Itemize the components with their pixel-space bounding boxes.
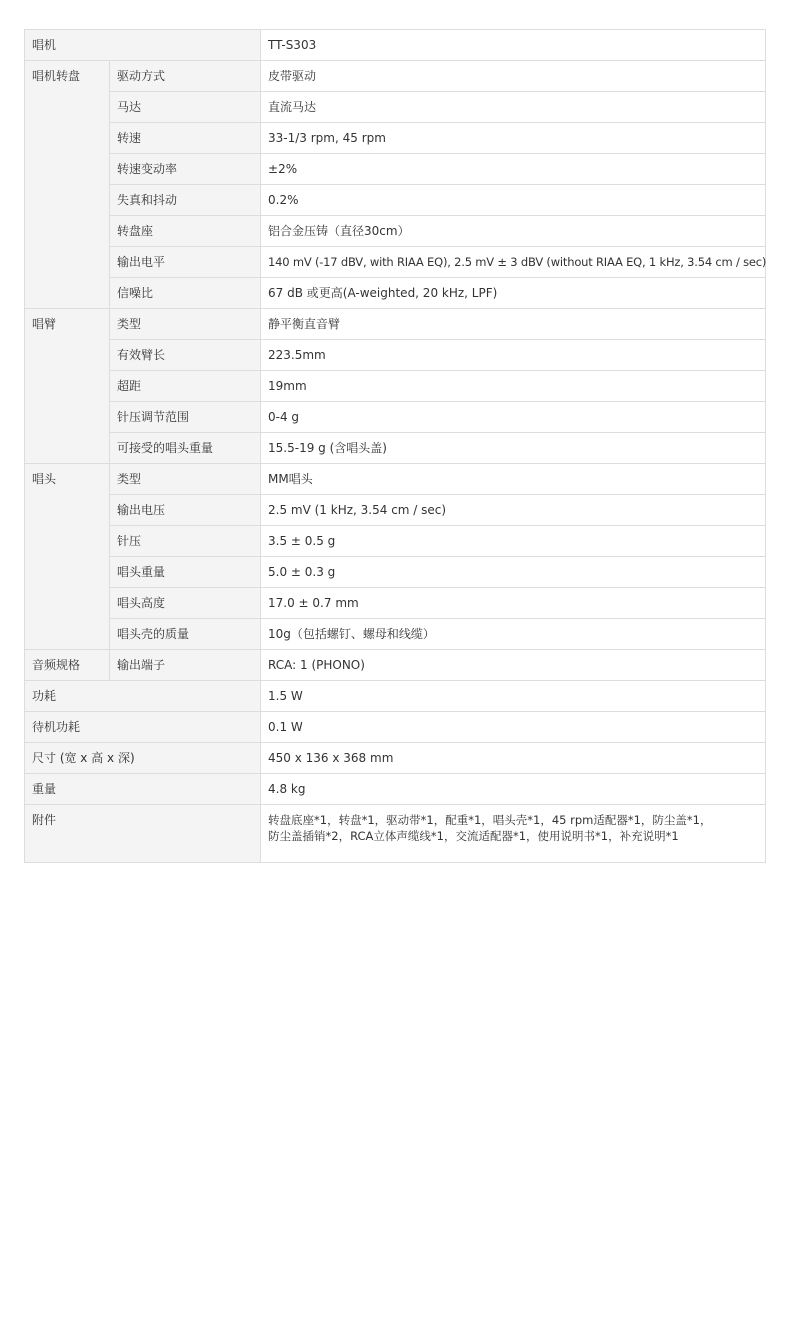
table-row (25, 557, 766, 588)
value-cell: 17.0 ± 0.7 mm (261, 588, 766, 619)
value-cell: 223.5mm (261, 340, 766, 371)
value-cell: ±2% (261, 154, 766, 185)
value-cell: 33-1/3 rpm, 45 rpm (261, 123, 766, 154)
value-cell: RCA: 1 (PHONO) (261, 650, 766, 681)
table-row (25, 774, 766, 805)
value-cell: 67 dB 或更高(A-weighted, 20 kHz, LPF) (261, 278, 766, 309)
subcategory-cell: 类型 (110, 464, 261, 495)
value-cell: 4.8 kg (261, 774, 766, 805)
category-cell: 功耗 (25, 681, 261, 712)
value-cell: 静平衡直音臂 (261, 309, 766, 340)
value-cell: 铝合金压铸（直径30cm） (261, 216, 766, 247)
subcategory-cell: 唱头重量 (110, 557, 261, 588)
category-cell: 唱机转盘 (25, 61, 110, 309)
value-cell: 19mm (261, 371, 766, 402)
table-row (25, 185, 766, 216)
table-row (25, 247, 766, 278)
subcategory-cell: 输出电平 (110, 247, 261, 278)
table-row (25, 805, 766, 863)
table-row (25, 464, 766, 495)
subcategory-cell: 唱头壳的质量 (110, 619, 261, 650)
value-cell: 450 x 136 x 368 mm (261, 743, 766, 774)
category-cell: 重量 (25, 774, 261, 805)
value-cell: 0-4 g (261, 402, 766, 433)
table-row (25, 495, 766, 526)
value-cell: 0.1 W (261, 712, 766, 743)
subcategory-cell: 针压调节范围 (110, 402, 261, 433)
value-cell: 3.5 ± 0.5 g (261, 526, 766, 557)
accessories-line: 防尘盖插销*2，RCA立体声缆线*1，交流适配器*1，使用说明书*1，补充说明*1 (268, 829, 679, 843)
subcategory-cell: 唱头高度 (110, 588, 261, 619)
subcategory-cell: 有效臂长 (110, 340, 261, 371)
table-row (25, 712, 766, 743)
table-row (25, 309, 766, 340)
value-cell: MM唱头 (261, 464, 766, 495)
accessories-line: 转盘底座*1，转盘*1，驱动带*1，配重*1，唱头壳*1，45 rpm适配器*1，防尘盖*1， (268, 813, 712, 827)
value-cell: 皮带驱动 (261, 61, 766, 92)
subcategory-cell: 驱动方式 (110, 61, 261, 92)
subcategory-cell: 可接受的唱头重量 (110, 433, 261, 464)
category-cell: 待机功耗 (25, 712, 261, 743)
subcategory-cell: 针压 (110, 526, 261, 557)
subcategory-cell: 马达 (110, 92, 261, 123)
table-row (25, 61, 766, 92)
table-row (25, 92, 766, 123)
table-row (25, 650, 766, 681)
subcategory-cell: 转速变动率 (110, 154, 261, 185)
table-row (25, 588, 766, 619)
subcategory-cell: 输出电压 (110, 495, 261, 526)
table-row (25, 123, 766, 154)
table-row (25, 216, 766, 247)
category-cell: 音频规格 (25, 650, 110, 681)
subcategory-cell: 失真和抖动 (110, 185, 261, 216)
spec-table (24, 29, 766, 863)
accessories-cell (261, 805, 766, 863)
category-cell: 附件 (25, 805, 261, 863)
subcategory-cell: 信噪比 (110, 278, 261, 309)
category-cell: 唱头 (25, 464, 110, 650)
value-cell: 2.5 mV (1 kHz, 3.54 cm / sec) (261, 495, 766, 526)
value-cell: 1.5 W (261, 681, 766, 712)
table-row (25, 526, 766, 557)
category-cell: 尺寸 (宽 x 高 x 深) (25, 743, 261, 774)
value-cell: 0.2% (261, 185, 766, 216)
value-cell: 15.5-19 g (含唱头盖) (261, 433, 766, 464)
table-row (25, 743, 766, 774)
table-row (25, 371, 766, 402)
table-row (25, 278, 766, 309)
category-cell: 唱机 (25, 30, 261, 61)
value-cell: TT-S303 (261, 30, 766, 61)
table-row (25, 340, 766, 371)
table-row (25, 619, 766, 650)
subcategory-cell: 输出端子 (110, 650, 261, 681)
table-row (25, 433, 766, 464)
table-row (25, 30, 766, 61)
table-row (25, 402, 766, 433)
subcategory-cell: 转速 (110, 123, 261, 154)
category-cell: 唱臂 (25, 309, 110, 464)
value-cell: 直流马达 (261, 92, 766, 123)
subcategory-cell: 转盘座 (110, 216, 261, 247)
table-row (25, 154, 766, 185)
subcategory-cell: 超距 (110, 371, 261, 402)
value-cell: 140 mV (-17 dBV, with RIAA EQ), 2.5 mV ± 3 dBV (without RIAA EQ, 1 kHz, 3.54 cm / sec) (261, 247, 766, 278)
value-cell: 10g（包括螺钉、螺母和线缆） (261, 619, 766, 650)
value-cell: 5.0 ± 0.3 g (261, 557, 766, 588)
subcategory-cell: 类型 (110, 309, 261, 340)
table-row (25, 681, 766, 712)
